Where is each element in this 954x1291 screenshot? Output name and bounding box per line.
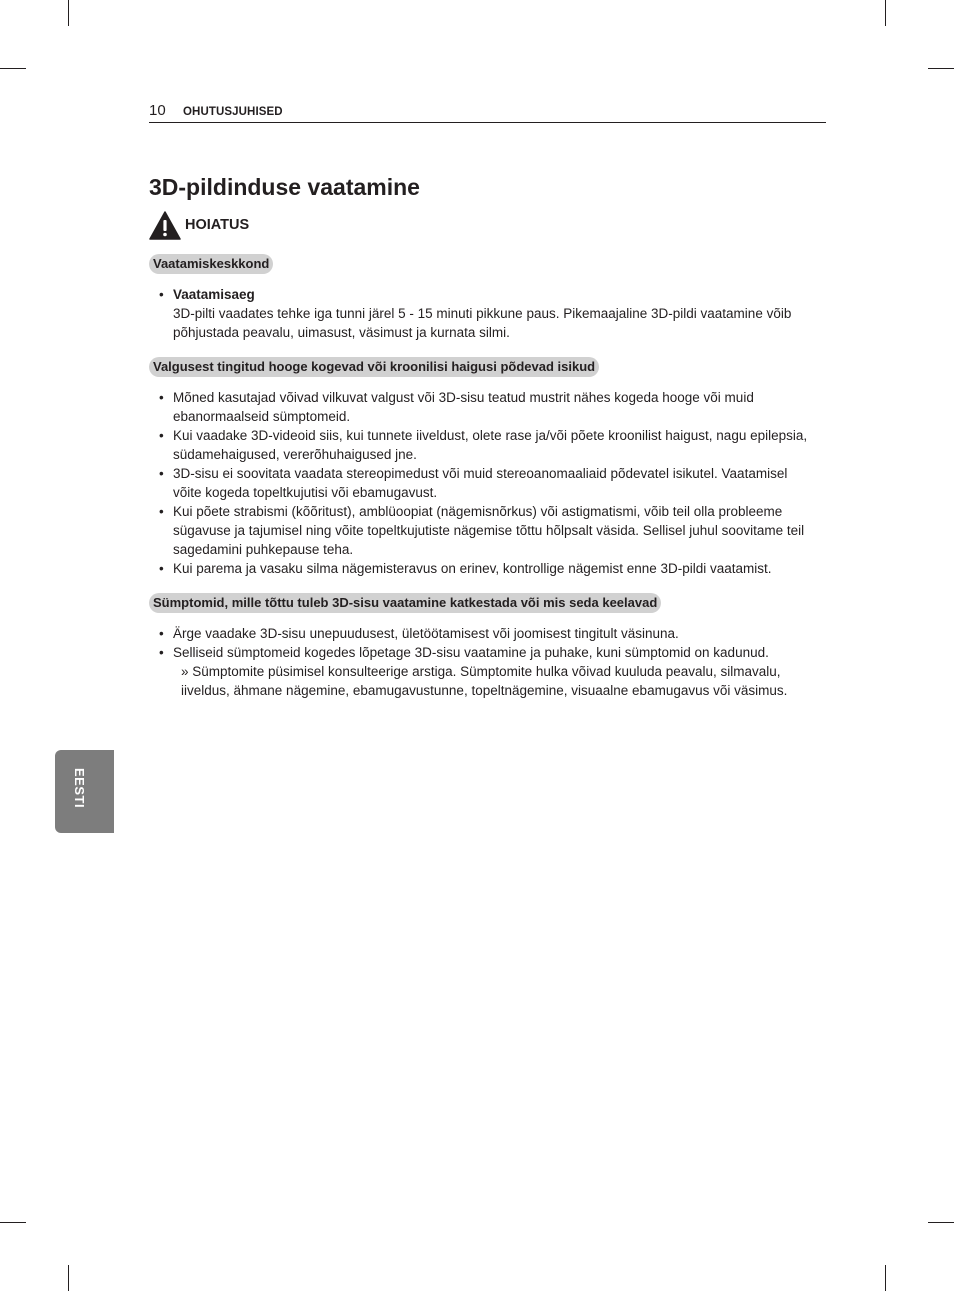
crop-mark	[928, 68, 954, 69]
item-note-text: » Sümptomite püsimisel konsulteerige arstiga. Sümptomite hulka võivad kuuluda peavalu, silmavalu, iiveldus, ähmane nägemine, ebamugavustunne, topeltnägemine, visuaalne ebamugavus või väsimus.	[181, 664, 788, 698]
page-title: 3D-pildinduse vaatamine	[149, 174, 420, 200]
list-item: • Kui põete strabismi (kõõritust), amblüoopiat (nägemisnõrkus) või astigmatismi, võib teil olla probleeme sügavuse ja tajumisel ning võite topeltkujutiste nägemise tõttu hõlpsalt väsida. Sellisel juhul soovitame teil sagedamini puhkepause teha.	[159, 502, 819, 559]
list-item	[159, 285, 819, 342]
list-item: • Kui parema ja vasaku silma nägemisteravus on erinev, kontrollige nägemist enne 3D-pildi vaatamist.	[159, 559, 819, 578]
crop-mark	[0, 68, 26, 69]
language-side-tab	[55, 750, 114, 833]
list-symptoms	[159, 624, 819, 700]
list-seizure-risk	[159, 388, 819, 578]
list-viewing-environment	[159, 285, 819, 342]
language-label: EESTI	[72, 768, 87, 809]
crop-mark	[885, 0, 886, 26]
list-item: • Kui vaadake 3D-videoid siis, kui tunnete iiveldust, olete rase ja/või põete kroonilist haigust, nagu epilepsia, südamehaigused, vererõhuhaigused jne.	[159, 426, 819, 464]
page-header	[149, 102, 826, 123]
page-number: 10	[149, 102, 166, 119]
crop-mark	[928, 1222, 954, 1223]
warning-label: HOIATUS	[185, 217, 250, 233]
list-item: • Mõned kasutajad võivad vilkuvat valgust või 3D-sisu teatud mustrit nähes kogeda hooge või muid ebanormaalseid sümptomeid.	[159, 388, 819, 426]
item-subhead: • Vaatamisaeg	[173, 287, 255, 302]
crop-mark	[885, 1265, 886, 1291]
section-name: OHUTUSJUHISED	[183, 106, 283, 118]
crop-mark	[0, 1222, 26, 1223]
list-item	[159, 643, 819, 700]
list-item: • 3D-sisu ei soovitata vaadata stereopimedust või muid stereoanomaaliaid põdevatel isikutel. Vaatamisel võite kogeda topeltkujutisi või ebamugavust.	[159, 464, 819, 502]
crop-mark	[68, 1265, 69, 1291]
section-heading-symptoms: Sümptomid, mille tõttu tuleb 3D-sisu vaatamine katkestada või mis seda keelavad	[149, 593, 661, 613]
crop-mark	[68, 0, 69, 26]
warning-triangle-icon	[149, 211, 181, 240]
item-note	[173, 662, 819, 700]
item-text: 3D-pilti vaadates tehke iga tunni järel 5 - 15 minuti pikkune paus. Pikemaajaline 3D-pildi vaatamine võib põhjustada peavalu, uimasust, väsimust ja kurnata silmi.	[173, 306, 792, 340]
item-text: Selliseid sümptomeid kogedes lõpetage 3D-sisu vaatamine ja puhake, kuni sümptomid on kadunud.	[173, 645, 769, 660]
list-item: • Ärge vaadake 3D-sisu unepuudusest, ületöötamisest või joomisest tingitult väsinuna.	[159, 624, 819, 643]
section-heading-seizure-risk: Valgusest tingitud hooge kogevad või kroonilisi haigusi põdevad isikud	[149, 357, 599, 377]
section-heading-viewing-environment: Vaatamiskeskkond	[149, 254, 273, 274]
